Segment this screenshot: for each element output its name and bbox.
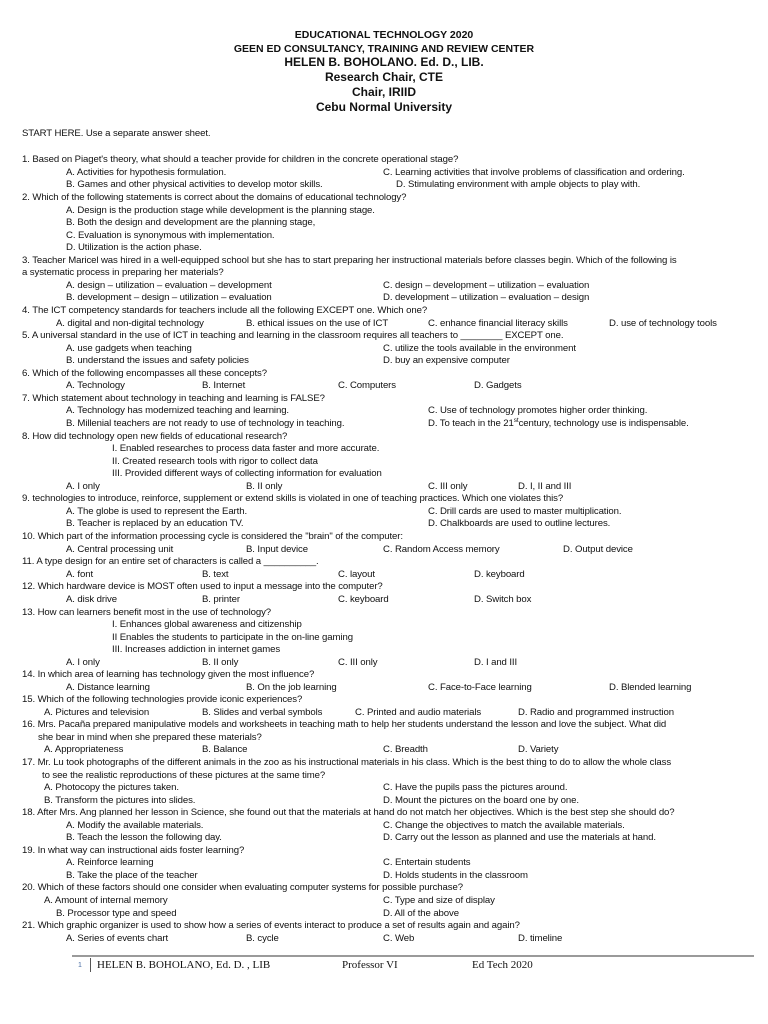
- page-number: 1: [78, 962, 82, 969]
- option: C. Use of technology promotes higher order thinking.: [428, 405, 648, 416]
- option: B. Transform the pictures into slides.: [44, 795, 196, 806]
- question-21: 21. Which graphic organizer is used to show how a series of events interact to produce a set of results again and again?: [22, 920, 520, 931]
- option: A. Appropriateness: [44, 744, 124, 755]
- option: D. Output device: [563, 544, 633, 555]
- option: C. Learning activities that involve problems of classification and ordering.: [383, 167, 685, 178]
- option: D. I and III: [474, 657, 518, 668]
- option: D. Chalkboards are used to outline lectures.: [428, 518, 611, 529]
- option: D. Gadgets: [474, 380, 522, 391]
- question-12: 12. Which hardware device is MOST often used to input a message into the computer?: [22, 581, 383, 592]
- option: A. Series of events chart: [66, 933, 169, 944]
- footer-rule: [72, 955, 754, 957]
- option: C. Face-to-Face learning: [428, 682, 532, 693]
- question-7: 7. Which statement about technology in teaching and learning is FALSE?: [22, 393, 325, 404]
- question-5: 5. A universal standard in the use of ICT in teaching and learning in the classroom requires all teachers to ________ EXCEPT one.: [22, 330, 564, 341]
- option: A. Pictures and television: [44, 707, 150, 718]
- option: C. Entertain students: [383, 857, 471, 868]
- option: B. Balance: [202, 744, 248, 755]
- statement: II Enables the students to participate in the on-line gaming: [112, 632, 353, 643]
- option: B. Both the design and development are the planning stage,: [66, 217, 316, 228]
- statement: II. Created research tools with rigor to collect data: [112, 456, 318, 467]
- option: D. Holds students in the classroom: [383, 870, 528, 881]
- statement: I. Enabled researches to process data faster and more accurate.: [112, 443, 380, 454]
- option: C. Have the pupils pass the pictures around.: [383, 782, 568, 793]
- option: B. II only: [246, 481, 283, 492]
- option: C. Computers: [338, 380, 396, 391]
- statement: III. Provided different ways of collecting information for evaluation: [112, 468, 382, 479]
- option: A. Modify the available materials.: [66, 820, 204, 831]
- option: D. Radio and programmed instruction: [518, 707, 674, 718]
- option: D. Stimulating environment with ample objects to play with.: [396, 179, 641, 190]
- footer-author: HELEN B. BOHOLANO, Ed. D. , LIB: [97, 959, 271, 971]
- option: A. Photocopy the pictures taken.: [44, 782, 179, 793]
- option: C. III only: [428, 481, 468, 492]
- option: A. Central processing unit: [66, 544, 174, 555]
- question-8: 8. How did technology open new fields of educational research?: [22, 431, 288, 442]
- option: C. Evaluation is synonymous with implementation.: [66, 230, 275, 241]
- question-6: 6. Which of the following encompasses all these concepts?: [22, 368, 267, 379]
- option: D. Variety: [518, 744, 559, 755]
- question-9: 9. technologies to introduce, reinforce, supplement or extend skills is violated in one of teaching practices. Which one violates this?: [22, 493, 564, 504]
- header-line-4: Research Chair, CTE: [324, 70, 444, 84]
- option: A. digital and non-digital technology: [56, 318, 204, 329]
- header-line-2: GEEN ED CONSULTANCY, TRAINING AND REVIEW CENTER: [233, 43, 535, 55]
- option: C. Type and size of display: [383, 895, 495, 906]
- option: C. Printed and audio materials: [355, 707, 482, 718]
- option: A. Activities for hypothesis formulation.: [66, 167, 227, 178]
- question-17-cont: to see the realistic reproductions of these pictures at the same time?: [42, 770, 326, 781]
- option: D. I, II and III: [518, 481, 572, 492]
- question-20: 20. Which of these factors should one consider when evaluating computer systems for possible purchase?: [22, 882, 463, 893]
- option: D. keyboard: [474, 569, 525, 580]
- option: D. Carry out the lesson as planned and use the materials at hand.: [383, 832, 656, 843]
- option: C. Drill cards are used to master multiplication.: [428, 506, 622, 517]
- option: C. Random Access memory: [383, 544, 500, 555]
- option: B. Input device: [246, 544, 308, 555]
- option: A. Design is the production stage while development is the planning stage.: [66, 205, 375, 216]
- option: B. cycle: [246, 933, 279, 944]
- header-line-6: Cebu Normal University: [315, 100, 453, 114]
- footer-course: Ed Tech 2020: [472, 959, 533, 971]
- option: A. Distance learning: [66, 682, 150, 693]
- statement: III. Increases addiction in internet games: [112, 644, 281, 655]
- option: A. use gadgets when teaching: [66, 343, 192, 354]
- option: A. The globe is used to represent the Earth.: [66, 506, 248, 517]
- option: D. Mount the pictures on the board one by one.: [383, 795, 579, 806]
- question-19: 19. In what way can instructional aids foster learning?: [22, 845, 245, 856]
- question-1: 1. Based on Piaget's theory, what should a teacher provide for children in the concrete operational stage?: [22, 154, 459, 165]
- question-11: 11. A type design for an entire set of characters is called a __________.: [22, 556, 319, 567]
- question-16-cont: she bear in mind when she prepared these materials?: [38, 732, 262, 743]
- option: C. Web: [383, 933, 415, 944]
- option: B. On the job learning: [246, 682, 337, 693]
- option: D. development – utilization – evaluation – design: [383, 292, 590, 303]
- question-16: 16. Mrs. Pacaña prepared manipulative models and worksheets in teaching math to help her students understand the lesson and love the subject. What did: [22, 719, 667, 730]
- option: B. Slides and verbal symbols: [202, 707, 323, 718]
- question-3-cont: a systematic process in preparing her materials?: [22, 267, 224, 278]
- question-10: 10. Which part of the information processing cycle is considered the "brain" of the computer:: [22, 531, 403, 542]
- option: D. Blended learning: [609, 682, 692, 693]
- header-line-3: HELEN B. BOHOLANO. Ed. D., LIB.: [284, 55, 484, 69]
- option: A. Amount of internal memory: [44, 895, 168, 906]
- option: A. I only: [66, 481, 100, 492]
- option: C. enhance financial literacy skills: [428, 318, 568, 329]
- option: C. Breadth: [383, 744, 428, 755]
- option: D. All of the above: [383, 908, 459, 919]
- option: B. development – design – utilization – evaluation: [66, 292, 272, 303]
- option: C. design – development – utilization – evaluation: [383, 280, 590, 291]
- question-3: 3. Teacher Maricel was hired in a well-equipped school but she has to start preparing her instructional materials before classes begin. Which of the following is: [22, 255, 677, 266]
- option: C. Change the objectives to match the available materials.: [383, 820, 625, 831]
- question-2: 2. Which of the following statements is correct about the domains of educational technology?: [22, 192, 407, 203]
- statement: I. Enhances global awareness and citizenship: [112, 619, 302, 630]
- option: A. Reinforce learning: [66, 857, 154, 868]
- option: C. III only: [338, 657, 378, 668]
- option: B. II only: [202, 657, 239, 668]
- option: C. keyboard: [338, 594, 389, 605]
- instructions: START HERE. Use a separate answer sheet.: [22, 128, 211, 139]
- question-14: 14. In which area of learning has technology given the most influence?: [22, 669, 315, 680]
- option: B. Take the place of the teacher: [66, 870, 198, 881]
- option: B. Teacher is replaced by an education TV.: [66, 518, 244, 529]
- question-17: 17. Mr. Lu took photographs of the different animals in the zoo as his instructional materials in his class. Which is the best thing to do to allow the whole class: [22, 757, 672, 768]
- question-4: 4. The ICT competency standards for teachers include all the following EXCEPT one. Which one?: [22, 305, 428, 316]
- option: A. disk drive: [66, 594, 117, 605]
- option: A. design – utilization – evaluation – development: [66, 280, 272, 291]
- option: B. text: [202, 569, 229, 580]
- question-15: 15. Which of the following technologies provide iconic experiences?: [22, 694, 303, 705]
- question-13: 13. How can learners benefit most in the use of technology?: [22, 607, 272, 618]
- option: C. layout: [338, 569, 375, 580]
- header-line-5: Chair, IRIID: [351, 85, 416, 99]
- header-line-1: EDUCATIONAL TECHNOLOGY 2020: [294, 29, 474, 41]
- option: B. Millenial teachers are not ready to use of technology in teaching.: [66, 418, 345, 429]
- footer-divider: [90, 958, 91, 972]
- option: B. Games and other physical activities to develop motor skills.: [66, 179, 323, 190]
- option: D. Switch box: [474, 594, 532, 605]
- option: A. Technology: [66, 380, 125, 391]
- option: B. ethical issues on the use of ICT: [246, 318, 389, 329]
- option: A. Technology has modernized teaching and learning.: [66, 405, 289, 416]
- option: B. printer: [202, 594, 240, 605]
- option: B. Internet: [202, 380, 246, 391]
- option: A. font: [66, 569, 94, 580]
- option: B. Processor type and speed: [56, 908, 177, 919]
- option: C. utilize the tools available in the environment: [383, 343, 576, 354]
- option: B. understand the issues and safety policies: [66, 355, 249, 366]
- footer-title: Professor VI: [342, 959, 398, 971]
- option: D. use of technology tools: [609, 318, 717, 329]
- option: D. Utilization is the action phase.: [66, 242, 202, 253]
- option: D. timeline: [518, 933, 563, 944]
- question-18: 18. After Mrs. Ang planned her lesson in Science, she found out that the materials at hand do not match her objectives. Which is the best step she should do?: [22, 807, 675, 818]
- option: A. I only: [66, 657, 100, 668]
- option: B. Teach the lesson the following day.: [66, 832, 222, 843]
- option: D. To teach in the 21stcentury, technology use is indispensable.: [428, 417, 689, 429]
- option: D. buy an expensive computer: [383, 355, 510, 366]
